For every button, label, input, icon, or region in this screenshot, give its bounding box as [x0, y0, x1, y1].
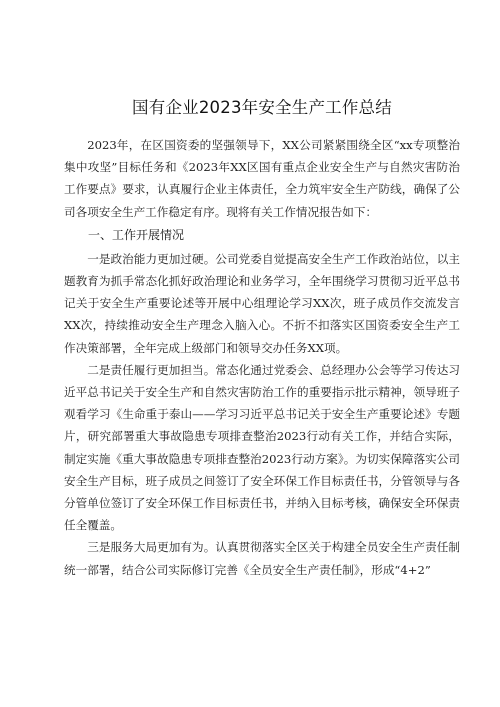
section-heading: 一、工作开展情况 [88, 227, 185, 242]
paragraph-responsibility: 二是责任履行更加担当。常态化通过党委会、总经理办公会等学习传达习近平总书记关于安全生产和自然灾害防治工作的重要指示批示精神，领导班子观看学习《生命重于泰山——学习习近平总书记关于安全生产重要论述》专题片，研究部署重大事故隐患专项排查整治2023行动有关工作，并结合实际，制定实施《重大事故隐患专项排查整治2023行动方案》。为切实保障落实公司安全生产目标，班子成员之间签订了安全环保工作目标责任书，分管领导与各分管单位签订了安全环保工作目标责任书，并纳入目标考核，确保安全环保责任全覆盖。 [64, 362, 460, 533]
document-body [64, 134, 460, 581]
intro-paragraph: 2023年，在区国资委的坚强领导下，XX公司紧紧围绕全区“xx专项整治集中攻坚”目标任务和《2023年XX区国有重点企业安全生产与自然灾害防治工作要点》要求，认真履行企业主体责任，全力筑牢安全生产防线，确保了公司各项安全生产工作稳定有序。现将有关工作情况报告如下： [64, 138, 460, 219]
paragraph-political: 一是政治能力更加过硬。公司党委自觉提高安全生产工作政治站位，以主题教育为抓手常态化抓好政治理论和业务学习，全年围绕学习贯彻习近平总书记关于安全生产重要论述等开展中心组理论学习XX次，班子成员作交流发言XX次，持续推动安全生产理念入脑入心。不折不扣落实区国资委安全生产工作决策部署，全年完成上级部门和领导交办任务XX项。 [64, 251, 460, 355]
document-page [64, 0, 460, 707]
document-title: 国有企业2023年安全生产工作总结 [132, 98, 392, 117]
paragraph-service: 三是服务大局更加有为。认真贯彻落实全区关于构建全员安全生产责任制统一部署，结合公司实际修订完善《全员安全生产责任制》，形成“4+2” [64, 540, 460, 577]
